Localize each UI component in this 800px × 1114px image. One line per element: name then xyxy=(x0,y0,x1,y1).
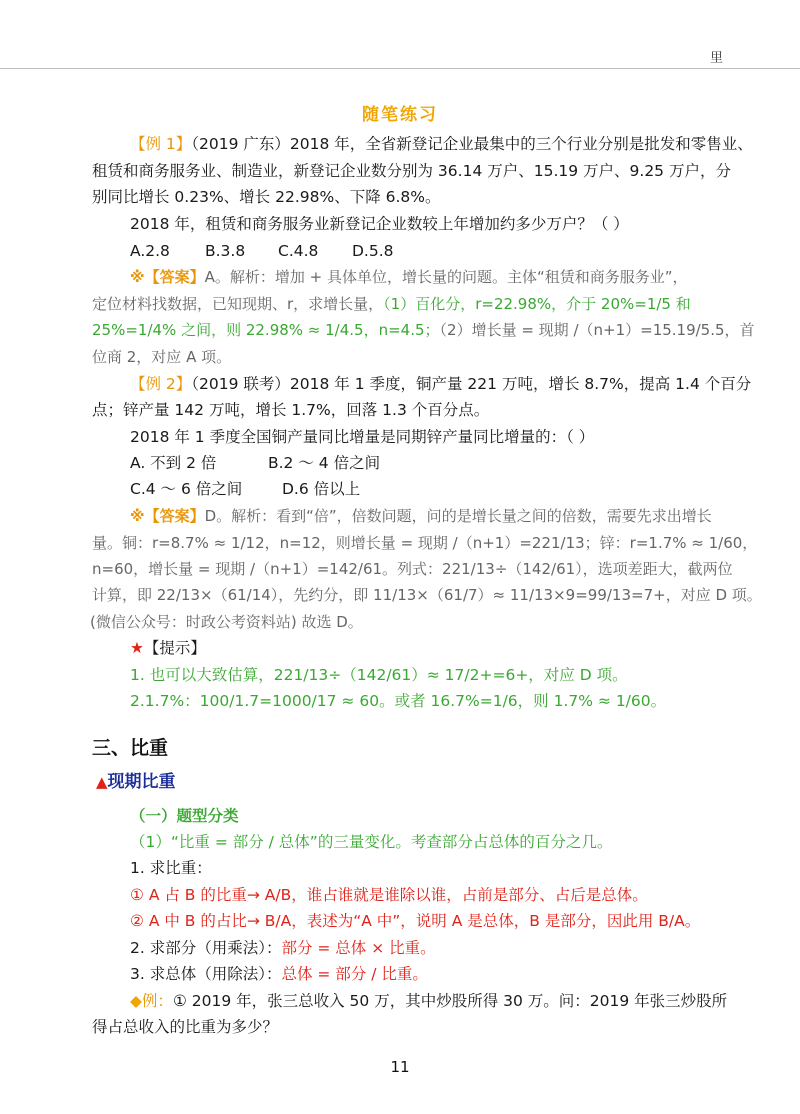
part-label: 2. 求部分（用乘法）： xyxy=(130,939,282,957)
ex2-option-c: C.4 ～ 6 倍之间 xyxy=(130,480,243,498)
category-line-6 xyxy=(130,963,428,985)
ex2-option-b: B.2 ～ 4 倍之间 xyxy=(268,454,381,472)
header-divider xyxy=(0,68,800,69)
subsection-title: 现期比重 xyxy=(107,772,176,792)
hint-line-2: 2.1.7%：100/1.7=1000/17 ≈ 60。或者 16.7%=1/6，则 1.7% ≈ 1/60。 xyxy=(130,692,667,710)
ex2-answer-line-1 xyxy=(130,505,712,527)
ex1-option-a: A.2.8 xyxy=(130,242,170,260)
hint-tag: 【提示】 xyxy=(143,639,206,657)
ex2-answer-text-1: D。解析：看到“倍”，倍数问题，问的是增长量之间的倍数，需要先求出增长 xyxy=(204,507,712,525)
category-line-5 xyxy=(130,937,436,959)
ex1-question-line-2: 租赁和商务服务业、制造业，新登记企业数分别为 36.14 万户、15.19 万户、9.25 万户，分 xyxy=(92,162,731,180)
example-tag: 例： xyxy=(141,992,173,1010)
ex1-answer-line-1 xyxy=(130,266,688,288)
category-heading: （一）题型分类 xyxy=(130,807,239,825)
ex2-answer-line-5: (微信公众号：时政公考资料站) 故选 D。 xyxy=(90,613,363,631)
ex2-option-d: D.6 倍以上 xyxy=(282,480,361,498)
ex1-option-b: B.3.8 xyxy=(205,242,246,260)
total-formula: 总体 = 部分 / 比重。 xyxy=(281,965,428,983)
category-line-2: 1. 求比重： xyxy=(130,859,212,877)
ex1-q1-text: （2019 广东）2018 年，全省新登记企业最集中的三个行业分别是批发和零售业、 xyxy=(191,135,753,153)
ex2-question-line-1 xyxy=(130,373,751,395)
ex2-answer-line-3: n=60，增长量 = 现期 /（n+1）=142/61。列式：221/13÷（142/61），选项差距大，截两位 xyxy=(92,560,733,578)
page-number: 11 xyxy=(390,1058,410,1076)
ex1-answer-text-2: 定位材料找数据，已知现期、r，求增长量， xyxy=(92,295,384,313)
ex1-answer-text-3-green: 25%=1/4% 之间，则 22.98% ≈ 1/4.5，n=4.5； xyxy=(92,321,440,339)
ex2-question: 2018 年 1 季度全国铜产量同比增量是同期锌产量同比增量的：（ ） xyxy=(130,428,595,446)
total-label: 3. 求总体（用除法）： xyxy=(130,965,282,983)
ex1-answer-line-2 xyxy=(92,293,691,315)
category-line-3: ① A 占 B 的比重→ A/B，谁占谁就是谁除以谁，占前是部分、占后是总体。 xyxy=(130,886,648,904)
ex1-answer-line-3 xyxy=(92,319,755,341)
ex1-option-d: D.5.8 xyxy=(352,242,394,260)
ex2-q1-text: （2019 联考）2018 年 1 季度，铜产量 221 万吨，增长 8.7%，提高 1.4 个百分 xyxy=(191,375,752,393)
ex1-question-line-3: 别同比增长 0.23%、增长 22.98%、下降 6.8%。 xyxy=(92,188,441,206)
ex2-answer-line-4: 计算，即 22/13×（61/14），先约分，即 11/13×（61/7）≈ 11/13×9=99/13=7+，对应 D 项。 xyxy=(92,586,762,604)
page-title: 随笔练习 xyxy=(362,105,438,125)
triangle-icon: ▲ xyxy=(96,773,108,791)
ex2-tag: 【例 2】 xyxy=(130,375,192,393)
category-line-1: （1）“比重 = 部分 / 总体”的三量变化。考查部分占总体的百分之几。 xyxy=(130,833,613,851)
ex1-tag: 【例 1】 xyxy=(130,135,192,153)
ex2-option-a: A. 不到 2 倍 xyxy=(130,454,217,472)
star-icon: ★ xyxy=(130,639,144,657)
ex1-answer-text-3: （2）增长量 = 现期 /（n+1）=15.19/5.5，首 xyxy=(439,321,755,339)
category-line-4: ② A 中 B 的占比→ B/A，表述为“A 中”，说明 A 是总体，B 是部分，因此用 B/A。 xyxy=(130,912,701,930)
section-heading: 三、比重 xyxy=(92,737,169,759)
example-text-1: ① 2019 年，张三总收入 50 万，其中炒股所得 30 万。问：2019 年张三炒股所 xyxy=(172,992,728,1010)
ex1-question: 2018 年，租赁和商务服务业新登记企业数较上年增加约多少万户？（ ） xyxy=(130,215,629,233)
hint-heading xyxy=(130,637,206,659)
diamond-icon: ◆ xyxy=(130,992,142,1010)
hint-line-1: 1. 也可以大致估算，221/13÷（142/61）≈ 17/2+=6+，对应 D 项。 xyxy=(130,666,628,684)
ex1-question-line-1 xyxy=(130,133,753,155)
ex2-answer-tag: ※【答案】 xyxy=(130,507,205,525)
ex2-answer-line-2: 量。铜：r=8.7% ≈ 1/12，n=12，则增长量 = 现期 /（n+1）=221/13；锌：r=1.7% ≈ 1/60， xyxy=(92,534,758,552)
example-line-2: 得占总收入的比重为多少？ xyxy=(92,1018,279,1036)
example-line-1 xyxy=(130,990,727,1012)
ex1-answer-text-1: A。解析：增加 + 具体单位，增长量的问题。主体“租赁和商务服务业”， xyxy=(204,268,688,286)
header-mark: 里 xyxy=(710,51,724,66)
subsection-heading xyxy=(96,771,176,793)
part-formula: 部分 = 总体 × 比重。 xyxy=(281,939,436,957)
ex1-option-c: C.4.8 xyxy=(278,242,319,260)
ex1-answer-line-4: 位商 2，对应 A 项。 xyxy=(92,348,232,366)
ex2-question-line-2: 点；锌产量 142 万吨，增长 1.7%，回落 1.3 个百分点。 xyxy=(92,401,490,419)
ex1-answer-text-2-green: （1）百化分，r=22.98%，介于 20%=1/5 和 xyxy=(383,295,691,313)
ex1-answer-tag: ※【答案】 xyxy=(130,268,205,286)
